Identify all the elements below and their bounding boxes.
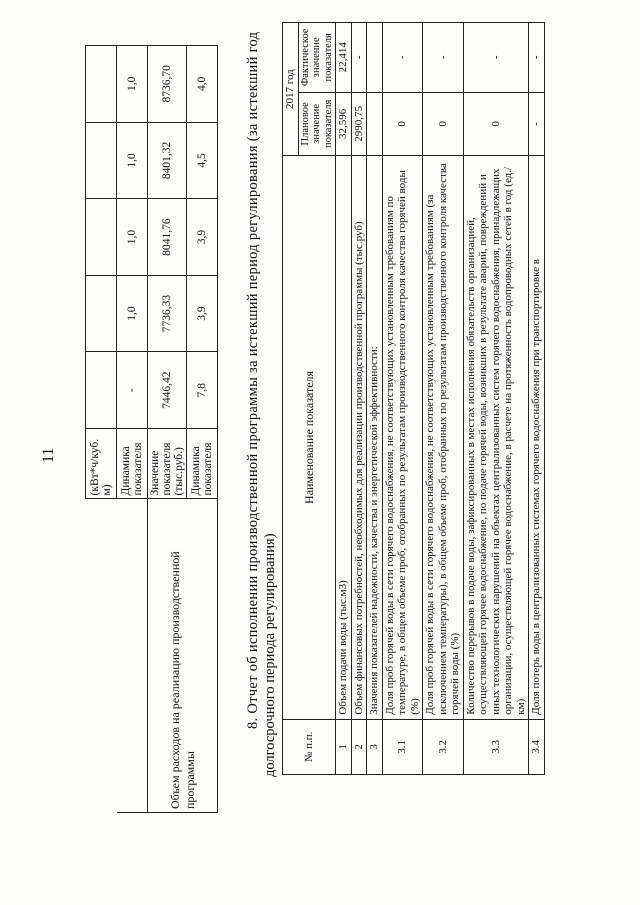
row-name: Объем финансовых потребностей, необходимых для реализации производственной программы (тыс.руб) xyxy=(351,156,367,720)
empty-cell xyxy=(86,499,117,813)
header-name: Наименование показателя xyxy=(283,156,336,720)
table-row xyxy=(351,23,367,775)
header-year: 2017 год xyxy=(283,23,299,156)
row-name: Доля потерь воды в централизованных системах горячего водоснабжения при транспортировке в xyxy=(529,156,545,720)
table-row xyxy=(367,23,383,775)
value-cell: 7736,33 xyxy=(148,275,187,352)
value-cell xyxy=(86,122,117,199)
actual-value: 22,414 xyxy=(336,23,352,93)
row-number: 3.3 xyxy=(463,719,529,774)
header-no: № п.п. xyxy=(283,719,336,774)
page-number: 11 xyxy=(40,447,57,463)
table-row xyxy=(86,46,117,813)
value-cell: 3,9 xyxy=(187,199,218,276)
value-cell: 3,9 xyxy=(187,275,218,352)
row-name: Значения показателей надежности, качества и энергетической эффективности: xyxy=(367,156,383,720)
value-cell: - xyxy=(117,352,148,429)
planned-value: 0 xyxy=(382,92,423,156)
expenses-table xyxy=(85,45,218,813)
actual-value: - xyxy=(463,23,529,93)
value-cell xyxy=(86,199,117,276)
unit-cell: (кВт*ч/куб. м) xyxy=(86,429,117,499)
value-cell xyxy=(86,46,117,123)
row-name: Объем подачи воды (тыс.м3) xyxy=(336,156,352,720)
actual-value: - xyxy=(351,23,367,93)
row-number: 3.1 xyxy=(382,719,423,774)
value-cell: 7,8 xyxy=(187,352,218,429)
table-row xyxy=(382,23,423,775)
row-name: Количество перерывов в подаче воды, зафиксированных в местах исполнения обязательств организацией, осуществляющей горячее водоснабжение, по подаче горячей воды, возникших в результате аварий, повреждений и иных технологических нарушений на объектах централизованных систем горячего водоснабжения, принадлежащих организации, осуществляющей горячее водоснабжение, в расчете на протяженность водопроводных сетей в год (ед./км) xyxy=(463,156,529,720)
table-header-row xyxy=(283,23,299,775)
row-label: Динамика показателя xyxy=(117,429,148,499)
value-cell xyxy=(86,352,117,429)
table-row xyxy=(336,23,352,775)
section-title-line: 8. Отчет об исполнении производственной программы за истекший период регулирования (за истекший год xyxy=(245,31,261,729)
row-number: 3.4 xyxy=(529,719,545,774)
cost-label: Объем расходов на реализацию производственной программы xyxy=(148,499,218,813)
row-number: 1 xyxy=(336,719,352,774)
planned-value xyxy=(367,92,383,156)
value-cell: 1,0 xyxy=(117,275,148,352)
table-row xyxy=(423,23,464,775)
table-row xyxy=(529,23,545,775)
value-cell: 1,0 xyxy=(117,122,148,199)
header-actual: Фактическое значение показателя xyxy=(298,23,336,93)
value-cell: 8736,70 xyxy=(148,46,187,123)
row-number: 3.2 xyxy=(423,719,464,774)
value-cell xyxy=(86,275,117,352)
row-number: 2 xyxy=(351,719,367,774)
value-cell: 4,0 xyxy=(187,46,218,123)
value-cell: 1,0 xyxy=(117,199,148,276)
row-number: 3 xyxy=(367,719,383,774)
section-title-line: долгосрочного периода регулирования) xyxy=(262,533,278,777)
row-label: Динамика показателя xyxy=(187,429,218,499)
value-cell: 1,0 xyxy=(117,46,148,123)
planned-value: 2990,75 xyxy=(351,92,367,156)
value-cell: 8041,76 xyxy=(148,199,187,276)
planned-value: 0 xyxy=(463,92,529,156)
table-row xyxy=(117,46,148,813)
planned-value: - xyxy=(529,92,545,156)
row-name: Доля проб горячей воды в сети горячего водоснабжения, не соответствующих установленным требованиям (за исключением температуры), в общем объеме проб, отобранных по результатам производственного контроля качества горячей воды (%) xyxy=(423,156,464,720)
table-row xyxy=(463,23,529,775)
table-row xyxy=(148,46,187,813)
section-title xyxy=(245,7,279,777)
row-name: Доля проб горячей воды в сети горячего водоснабжения, не соответствующих установленным требованиям по температуре, в общем объеме проб, отобранных по результатам производственного контроля качества горячей воды (%) xyxy=(382,156,423,720)
actual-value xyxy=(367,23,383,93)
value-cell: 8401,32 xyxy=(148,122,187,199)
value-cell: 7446,42 xyxy=(148,352,187,429)
planned-value: 32,596 xyxy=(336,92,352,156)
actual-value: - xyxy=(423,23,464,93)
actual-value: - xyxy=(529,23,545,93)
value-cell: 4,5 xyxy=(187,122,218,199)
actual-value: - xyxy=(382,23,423,93)
empty-cell xyxy=(117,499,148,813)
planned-value: 0 xyxy=(423,92,464,156)
header-planned: Плановое значение показателя xyxy=(298,92,336,156)
row-label: Значение показателя (тыс.руб.) xyxy=(148,429,187,499)
report-table xyxy=(282,22,545,775)
